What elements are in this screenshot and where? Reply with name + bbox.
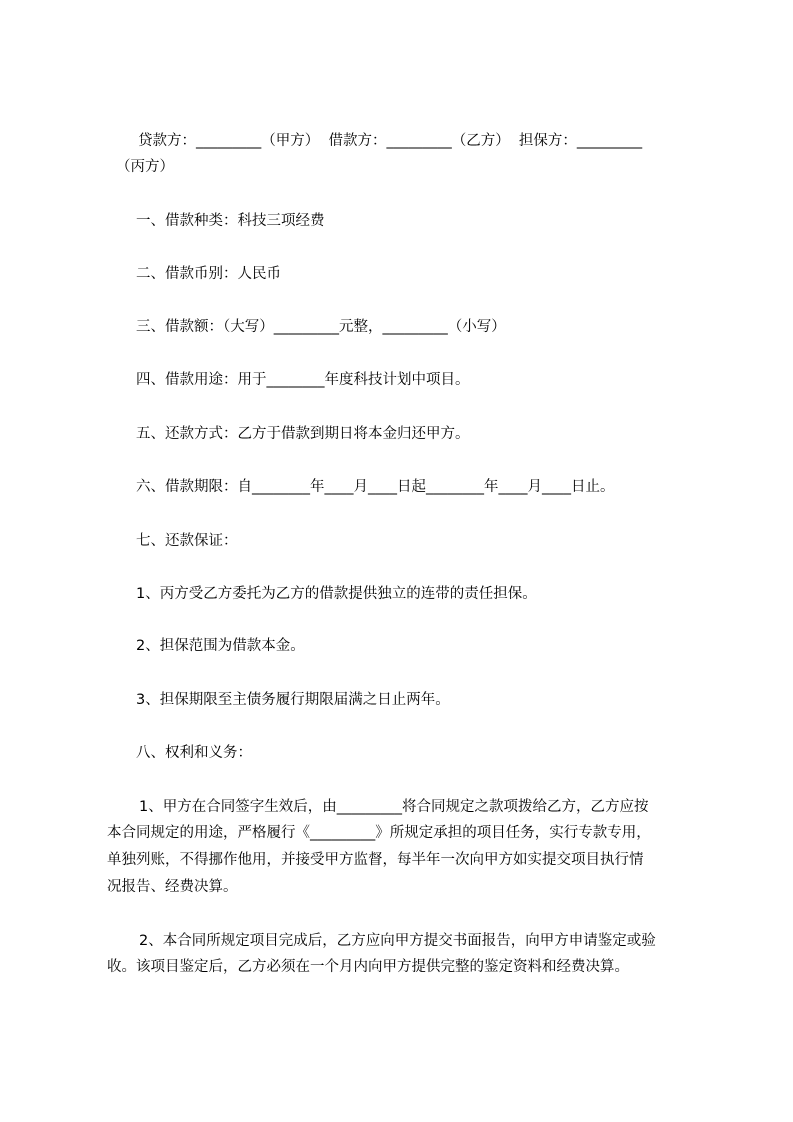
obligation-1-line-4: 况报告、经费决算。 [107,879,238,895]
obligation-1-line-3: 单独列账，不得挪作他用，并接受甲方监督，每半年一次向甲方如实提交项目执行情 [107,852,644,868]
obligation-1-line-2: 本合同规定的用途，严格履行《_________》所规定承担的项目任务，实行专款专用， [107,825,651,841]
guarantee-item-3: 3、担保期限至主债务履行期限届满之日止两年。 [136,692,450,708]
parties-line-2: （丙方） [116,159,174,175]
clause-repayment-method: 五、还款方式：乙方于借款到期日将本金归还甲方。 [136,426,470,442]
clause-amount: 三、借款额：（大写）_________元整，_________（小写） [136,319,506,335]
obligation-2-line-2: 收。该项目鉴定后，乙方必须在一个月内向甲方提供完整的鉴定资料和经费决算。 [107,959,629,975]
clause-purpose: 四、借款用途：用于________年度科技计划中项目。 [136,372,470,388]
clause-rights-obligations: 八、权利和义务： [136,745,252,761]
parties-line-1: 贷款方：_________（甲方） 借款方：_________（乙方） 担保方：_________ [138,133,643,149]
obligation-2-line-1: 2、本合同所规定项目完成后，乙方应向甲方提交书面报告，向甲方申请鉴定或验 [139,933,656,949]
obligation-1-line-1: 1、甲方在合同签字生效后，由_________将合同规定之款项拨给乙方，乙方应按 [139,799,649,815]
guarantee-item-2: 2、担保范围为借款本金。 [136,638,305,654]
clause-loan-type: 一、借款种类：科技三项经费 [136,213,325,229]
guarantee-item-1: 1、丙方受乙方委托为乙方的借款提供独立的连带的责任担保。 [136,586,537,602]
clause-repayment-guarantee: 七、还款保证： [136,533,238,549]
clause-loan-term: 六、借款期限：自________年____月____日起________年____月____日止。 [136,479,615,495]
clause-currency: 二、借款币别：人民币 [136,266,281,282]
